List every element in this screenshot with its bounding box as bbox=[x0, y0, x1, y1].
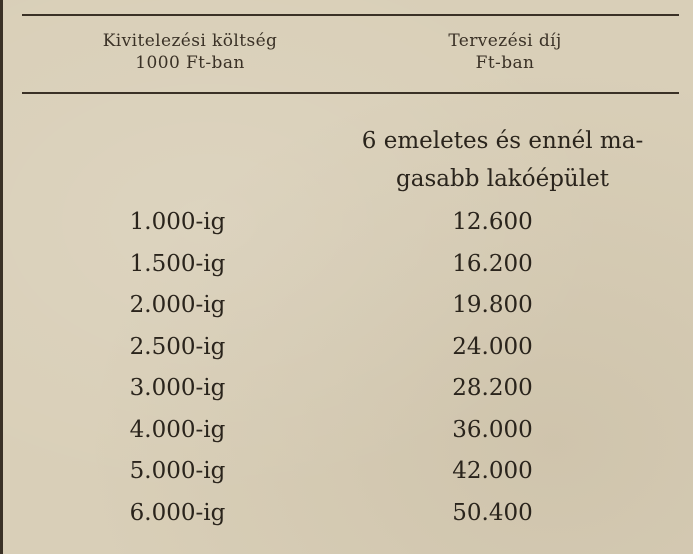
fee-cell: 36.000 bbox=[452, 416, 533, 443]
cost-cell: 4.000-ig bbox=[129, 416, 226, 443]
table-row bbox=[0, 244, 693, 286]
fee-cell: 50.400 bbox=[452, 499, 533, 526]
table-body bbox=[0, 202, 693, 534]
category-caption-line1: 6 emeletes és ennél ma- bbox=[361, 128, 644, 154]
fee-cell: 42.000 bbox=[452, 458, 533, 484]
column-header-fee-line1: Tervezési díj bbox=[448, 31, 562, 51]
column-header-cost bbox=[40, 30, 340, 74]
cost-cell: 1.500-ig bbox=[129, 250, 226, 277]
table-row bbox=[0, 202, 693, 244]
table-row bbox=[0, 410, 693, 452]
table-row bbox=[0, 327, 693, 369]
cost-cell: 3.000-ig bbox=[129, 375, 226, 401]
table-row bbox=[0, 285, 693, 327]
cost-cell: 6.000-ig bbox=[129, 499, 226, 526]
category-caption-line2: gasabb lakóépület bbox=[396, 166, 609, 192]
header-bottom-rule bbox=[22, 92, 679, 94]
fee-cell: 28.200 bbox=[452, 375, 533, 401]
fee-cell: 19.800 bbox=[452, 292, 533, 318]
top-rule bbox=[22, 14, 679, 16]
cost-cell: 2.500-ig bbox=[129, 333, 226, 360]
column-header-fee-line2: Ft-ban bbox=[475, 53, 535, 73]
table-row bbox=[0, 368, 693, 410]
cost-cell: 2.000-ig bbox=[129, 292, 226, 318]
fee-cell: 12.600 bbox=[452, 209, 533, 235]
cost-cell: 1.000-ig bbox=[129, 209, 226, 235]
column-header-cost-line1: Kivitelezési költség bbox=[102, 31, 278, 51]
table-row bbox=[0, 451, 693, 493]
table-row bbox=[0, 493, 693, 535]
fee-cell: 24.000 bbox=[452, 333, 533, 360]
column-header-cost-line2: 1000 Ft-ban bbox=[135, 53, 245, 73]
column-header-fee bbox=[340, 30, 670, 74]
category-caption bbox=[330, 122, 675, 198]
cost-cell: 5.000-ig bbox=[129, 458, 226, 484]
fee-cell: 16.200 bbox=[452, 250, 533, 277]
